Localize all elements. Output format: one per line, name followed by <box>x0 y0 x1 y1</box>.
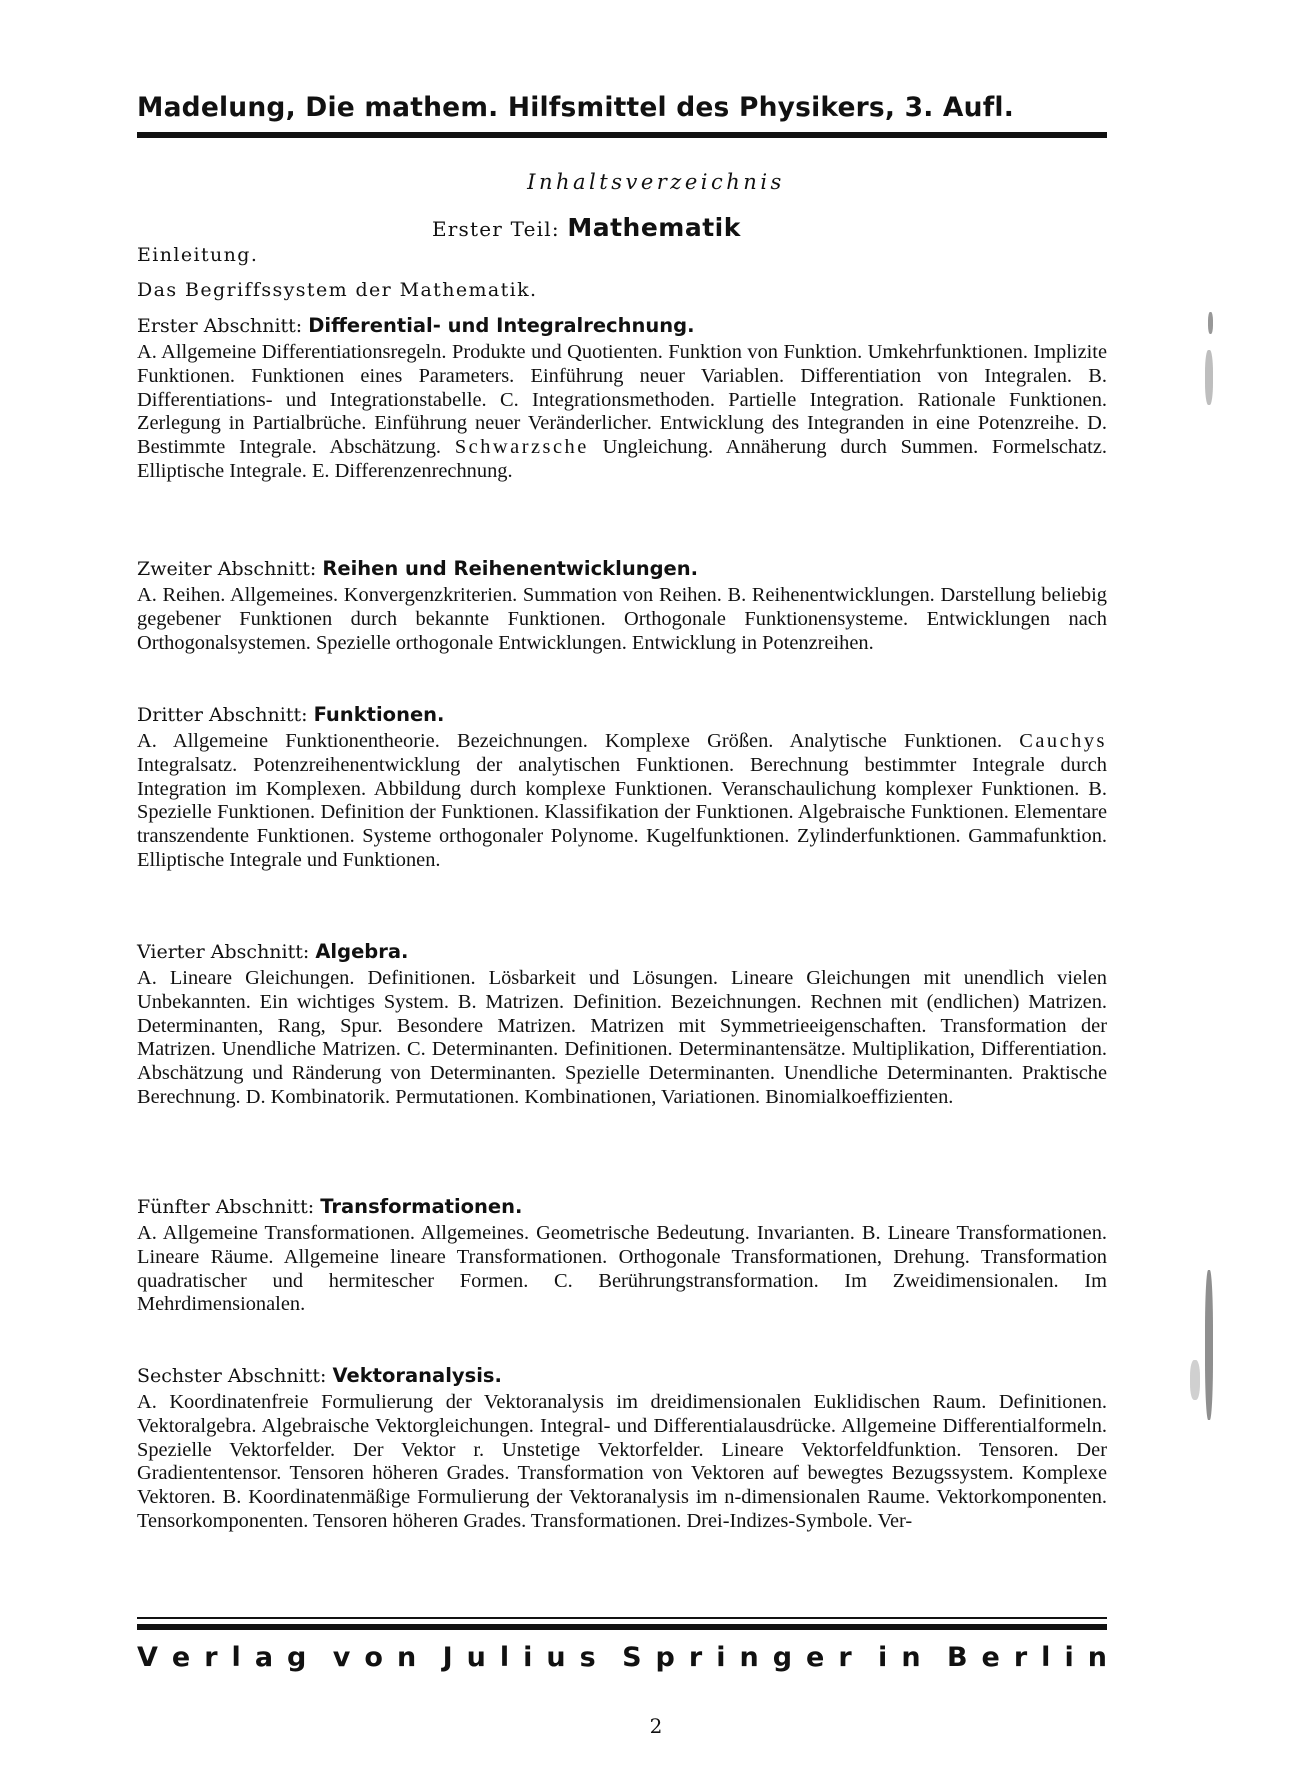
toc-title: Inhaltsverzeichnis <box>527 170 785 194</box>
section-title: Funktionen. <box>313 703 445 726</box>
section-heading <box>137 557 1107 581</box>
section-title: Reihen und Reihenentwicklungen. <box>322 557 699 580</box>
spaced-name: Schwarzsche <box>454 436 589 459</box>
page-header: Madelung, Die mathem. Hilfsmittel des Physikers, 3. Aufl. <box>137 92 1014 123</box>
footer-letter: S <box>622 1642 642 1673</box>
toc-section <box>137 1195 1107 1317</box>
footer-letter: i <box>1064 1642 1074 1673</box>
footer-letter: r <box>204 1642 218 1673</box>
footer-rule-thin <box>137 1617 1107 1619</box>
scan-smudge <box>1190 1360 1200 1400</box>
footer-letter: l <box>1041 1642 1051 1673</box>
section-heading <box>137 940 1107 964</box>
toc-entry-einleitung: Einleitung. <box>137 244 259 266</box>
part-title: Mathematik <box>567 213 741 242</box>
toc-entry-begriffssystem: Das Begriffssystem der Mathematik. <box>137 279 538 301</box>
footer-letter: J <box>442 1642 453 1673</box>
section-body: A. Reihen. Allgemeines. Konvergenzkriterien. Summation von Reihen. B. Reihenentwicklungen. Darstellung beliebig gegebener Funktionen durch bekannte Funktionen. Orthogonale Funktionensysteme. Entwicklungen nach Orthogonalsystemen. Spezielle orthogonale Entwicklungen. Entwicklung in Potenzreihen. <box>137 584 1107 654</box>
footer-letter: e <box>806 1642 825 1673</box>
footer-letter: a <box>254 1642 274 1673</box>
section-heading <box>137 1195 1107 1219</box>
part-prefix: Erster Teil: <box>432 217 560 241</box>
footer-letter: l <box>231 1642 241 1673</box>
footer-letter: n <box>1087 1642 1107 1673</box>
footer-letter: o <box>364 1642 383 1673</box>
footer-word <box>333 1642 416 1682</box>
footer-letter: n <box>901 1642 921 1673</box>
footer-letter: e <box>981 1642 1000 1673</box>
part-heading <box>432 213 741 242</box>
section-title: Differential- und Integralrechnung. <box>308 314 695 337</box>
section-body: A. Allgemeine Funktionentheorie. Bezeichnungen. Komplexe Größen. Analytische Funktionen. Cauchys Integralsatz. Potenzreihenentwicklung der analytischen Funktionen. Berechnung bestimmter Integrale durch Integration im Komplexen. Abbildung durch komplexe Funktionen. Veranschaulichung komplexer Funktionen. B. Spezielle Funktionen. Definition der Funktionen. Klassifikation der Funktionen. Algebraische Funktionen. Elementare transzendente Funktionen. Systeme orthogonaler Polynome. Kugelfunktionen. Zylinderfunktionen. Gammafunktion. Elliptische Integrale und Funktionen. <box>137 730 1107 871</box>
section-prefix: Dritter Abschnitt: <box>137 704 308 726</box>
footer-letter: i <box>878 1642 888 1673</box>
scan-smudge <box>1208 312 1213 334</box>
footer-letter: v <box>332 1642 351 1673</box>
toc-section <box>137 314 1107 484</box>
section-prefix: Vierter Abschnitt: <box>137 941 310 963</box>
toc-section <box>137 557 1107 655</box>
section-title: Transformationen. <box>320 1195 523 1218</box>
spaced-name: Cauchys <box>1019 730 1107 752</box>
footer-letter: g <box>772 1642 793 1673</box>
footer-letter: i <box>523 1642 533 1673</box>
page-number: 2 <box>649 1714 663 1738</box>
footer-word <box>443 1642 596 1682</box>
scan-smudge <box>1205 350 1213 405</box>
section-title: Vektoranalysis. <box>332 1364 502 1387</box>
footer-word <box>137 1642 306 1682</box>
footer-word <box>947 1642 1107 1682</box>
section-prefix: Erster Abschnitt: <box>137 315 303 337</box>
footer-letter: r <box>838 1642 852 1673</box>
publisher-footer <box>137 1642 1107 1682</box>
footer-letter: u <box>546 1642 566 1673</box>
section-heading <box>137 703 1107 727</box>
footer-rule-thick <box>137 1624 1107 1630</box>
footer-letter: B <box>946 1642 968 1673</box>
section-prefix: Fünfter Abschnitt: <box>137 1196 315 1218</box>
toc-section <box>137 1364 1107 1534</box>
header-rule <box>137 132 1107 138</box>
footer-letter: g <box>287 1642 307 1673</box>
footer-letter: V <box>137 1642 158 1673</box>
footer-letter: u <box>466 1642 486 1673</box>
section-body: A. Koordinatenfreie Formulierung der Vektoranalysis im dreidimensionalen Euklidischen Raum. Definitionen. Vektoralgebra. Algebraische Vektorgleichungen. Integral- und Differentialausdrücke. Allgemeine Differentialformeln. Spezielle Vektorfelder. Der Vektor r. Unstetige Vektorfelder. Lineare Vektorfeldfunktion. Tensoren. Der Gradiententensor. Tensoren höheren Grades. Transformation von Vektoren auf bewegtes Bezugssystem. Komplexe Vektoren. B. Koordinatenmäßige Formulierung der Vektoranalysis im n-dimensionalen Raume. Vektorkomponenten. Tensorkomponenten. Tensoren höheren Grades. Transformationen. Drei-Indizes-Symbole. Ver- <box>137 1391 1107 1532</box>
footer-letter: n <box>396 1642 417 1673</box>
section-title: Algebra. <box>315 940 409 963</box>
section-heading <box>137 314 1107 338</box>
footer-letter: l <box>499 1642 510 1673</box>
scan-smudge <box>1205 1270 1213 1420</box>
toc-section <box>137 703 1107 873</box>
footer-word <box>878 1642 921 1682</box>
footer-letter: i <box>716 1642 726 1673</box>
footer-letter: s <box>579 1642 596 1673</box>
section-body: A. Allgemeine Transformationen. Allgemeines. Geometrische Bedeutung. Invarianten. B. Lineare Transformationen. Lineare Räume. Allgemeine lineare Transformationen. Orthogonale Transformationen, Drehung. Transformation quadratischer und hermitescher Formen. C. Berührungstransformation. Im Zweidimensionalen. Im Mehrdimensionalen. <box>137 1222 1107 1316</box>
footer-word <box>622 1642 852 1682</box>
footer-letter: n <box>739 1642 759 1673</box>
toc-section <box>137 940 1107 1110</box>
footer-letter: p <box>655 1642 675 1673</box>
footer-letter: r <box>1013 1642 1028 1673</box>
section-body: A. Allgemeine Differentiationsregeln. Produkte und Quotienten. Funktion von Funktion. Umkehrfunktionen. Implizite Funktionen. Funktionen eines Parameters. Einführung neuer Variablen. Differentiation von Integralen. B. Differentiations- und Integrationstabelle. C. Integrationsmethoden. Partielle Integration. Rationale Funktionen. Zerlegung in Partialbrüche. Einführung neuer Veränderlicher. Entwicklung des Integranden in eine Potenzreihe. D. Bestimmte Integrale. Abschätzung. Schwarzsche Ungleichung. Annäherung durch Summen. Formelschatz. Elliptische Integrale. E. Differenzenrechnung. <box>137 341 1107 482</box>
section-prefix: Sechster Abschnitt: <box>137 1365 327 1387</box>
footer-letter: r <box>688 1642 703 1673</box>
section-prefix: Zweiter Abschnitt: <box>137 558 317 580</box>
section-heading <box>137 1364 1107 1388</box>
footer-letter: e <box>171 1642 191 1673</box>
section-body: A. Lineare Gleichungen. Definitionen. Lösbarkeit und Lösungen. Lineare Gleichungen mit unendlich vielen Unbekannten. Ein wichtiges System. B. Matrizen. Definition. Bezeichnungen. Rechnen mit (endlichen) Matrizen. Determinanten, Rang, Spur. Besondere Matrizen. Matrizen mit Symmetrieeigenschaften. Transformation der Matrizen. Unendliche Matrizen. C. Determinanten. Definitionen. Determinantensätze. Multiplikation, Differentiation. Abschätzung und Ränderung von Determinanten. Spezielle Determinanten. Unendliche Determinanten. Praktische Berechnung. D. Kombinatorik. Permutationen. Kombinationen, Variationen. Binomialkoeffizienten. <box>137 967 1107 1108</box>
